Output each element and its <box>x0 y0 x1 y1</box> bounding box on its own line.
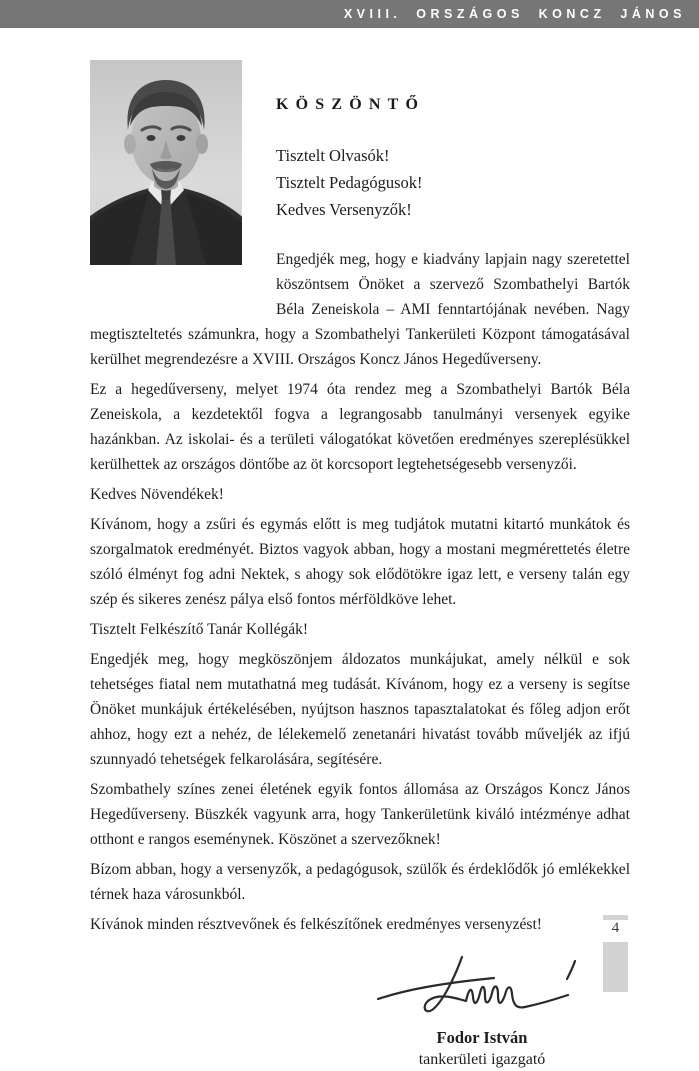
paragraph: Kívánok minden résztvevőnek és felkészítőnek eredményes versenyzést! <box>90 916 542 933</box>
greeting-line: Tisztelt Pedagógusok! <box>276 173 423 192</box>
paragraph: Engedjék meg, hogy e kiadvány lapjain nagy szeretettel köszöntsem Önöket a szervező Szombathelyi Bartók Béla Zeneiskola – AMI fenntartójának nevében. Nagy megtiszteltetés számunkra, hogy a Szombathelyi Tankerületi Központ támogatásával kerülhet megrendezésre a XVIII. Országos Koncz János Hegedűverseny. <box>90 251 630 368</box>
salutation: Kedves Növendékek! <box>90 486 224 503</box>
greeting-line: Kedves Versenyzők! <box>276 200 412 219</box>
paragraph: Kívánom, hogy a zsűri és egymás előtt is meg tudjátok mutatni kitartó munkátok és szorgalmatok eredményét. Biztos vagyok abban, hogy a mostani megmérettetés életre szóló élményt fog adni Nektek, s ahogy sok elődötökre igaz lett, e verseny talán egy szép és sikeres zenész pálya első fontos mérföldköve lehet. <box>90 516 630 608</box>
header-band <box>0 0 699 28</box>
footer-edge-bar <box>603 942 628 992</box>
page-number: 4 <box>611 920 620 936</box>
signer-role: tankerületi igazgató <box>418 1051 546 1068</box>
portrait-photo <box>90 60 242 265</box>
signer-name: Fodor István <box>436 1028 528 1047</box>
salutation: Tisztelt Felkészítő Tanár Kollégák! <box>90 621 309 638</box>
page-title: KÖSZÖNTŐ <box>276 96 426 113</box>
header-title: XVIII. ORSZÁGOS KONCZ JÁNOS <box>343 7 686 21</box>
paragraph: Bízom abban, hogy a versenyzők, a pedagógusok, szülők és érdeklődők jó emlékekkel térnek haza városunkból. <box>90 861 630 903</box>
page-content <box>90 60 630 1071</box>
portrait-photo-image <box>90 60 242 265</box>
signature-block <box>362 953 602 1071</box>
handwritten-signature <box>372 953 592 1025</box>
paragraph: Szombathely színes zenei életének egyik fontos állomása az Országos Koncz János Hegedűverseny. Büszkék vagyunk arra, hogy Tankerületünk kiváló intézménye adhat otthont e rangos eseménynek. Köszönet a szervezőknek! <box>90 781 630 848</box>
paragraph: Engedjék meg, hogy megköszönjem áldozatos munkájukat, amely nélkül e sok tehetséges fiatal nem mutathatná meg tudását. Kívánom, hogy ez a verseny is segítse Önöket munkájuk értékelésében, nyújtson hasznos tapasztalatokat és főleg adjon erőt ahhoz, hogy ezt a nehéz, de lélekemelő zenetanári hivatást tovább műveljék az ifjú szunnyadó tehetségek felkarolására, segítésére. <box>90 651 630 768</box>
greeting-line: Tisztelt Olvasók! <box>276 146 390 165</box>
paragraph: Ez a hegedűverseny, melyet 1974 óta rendez meg a Szombathelyi Bartók Béla Zeneiskola, a kezdetektől fogva a legrangosabb tanulmányi versenyek egyike hazánkban. Az iskolai- és a területi válogatókat követően eredményes szereplésükkel kerülhettek az országos döntőbe az öt korcsoport legtehetségesebb versenyzői. <box>90 381 630 473</box>
